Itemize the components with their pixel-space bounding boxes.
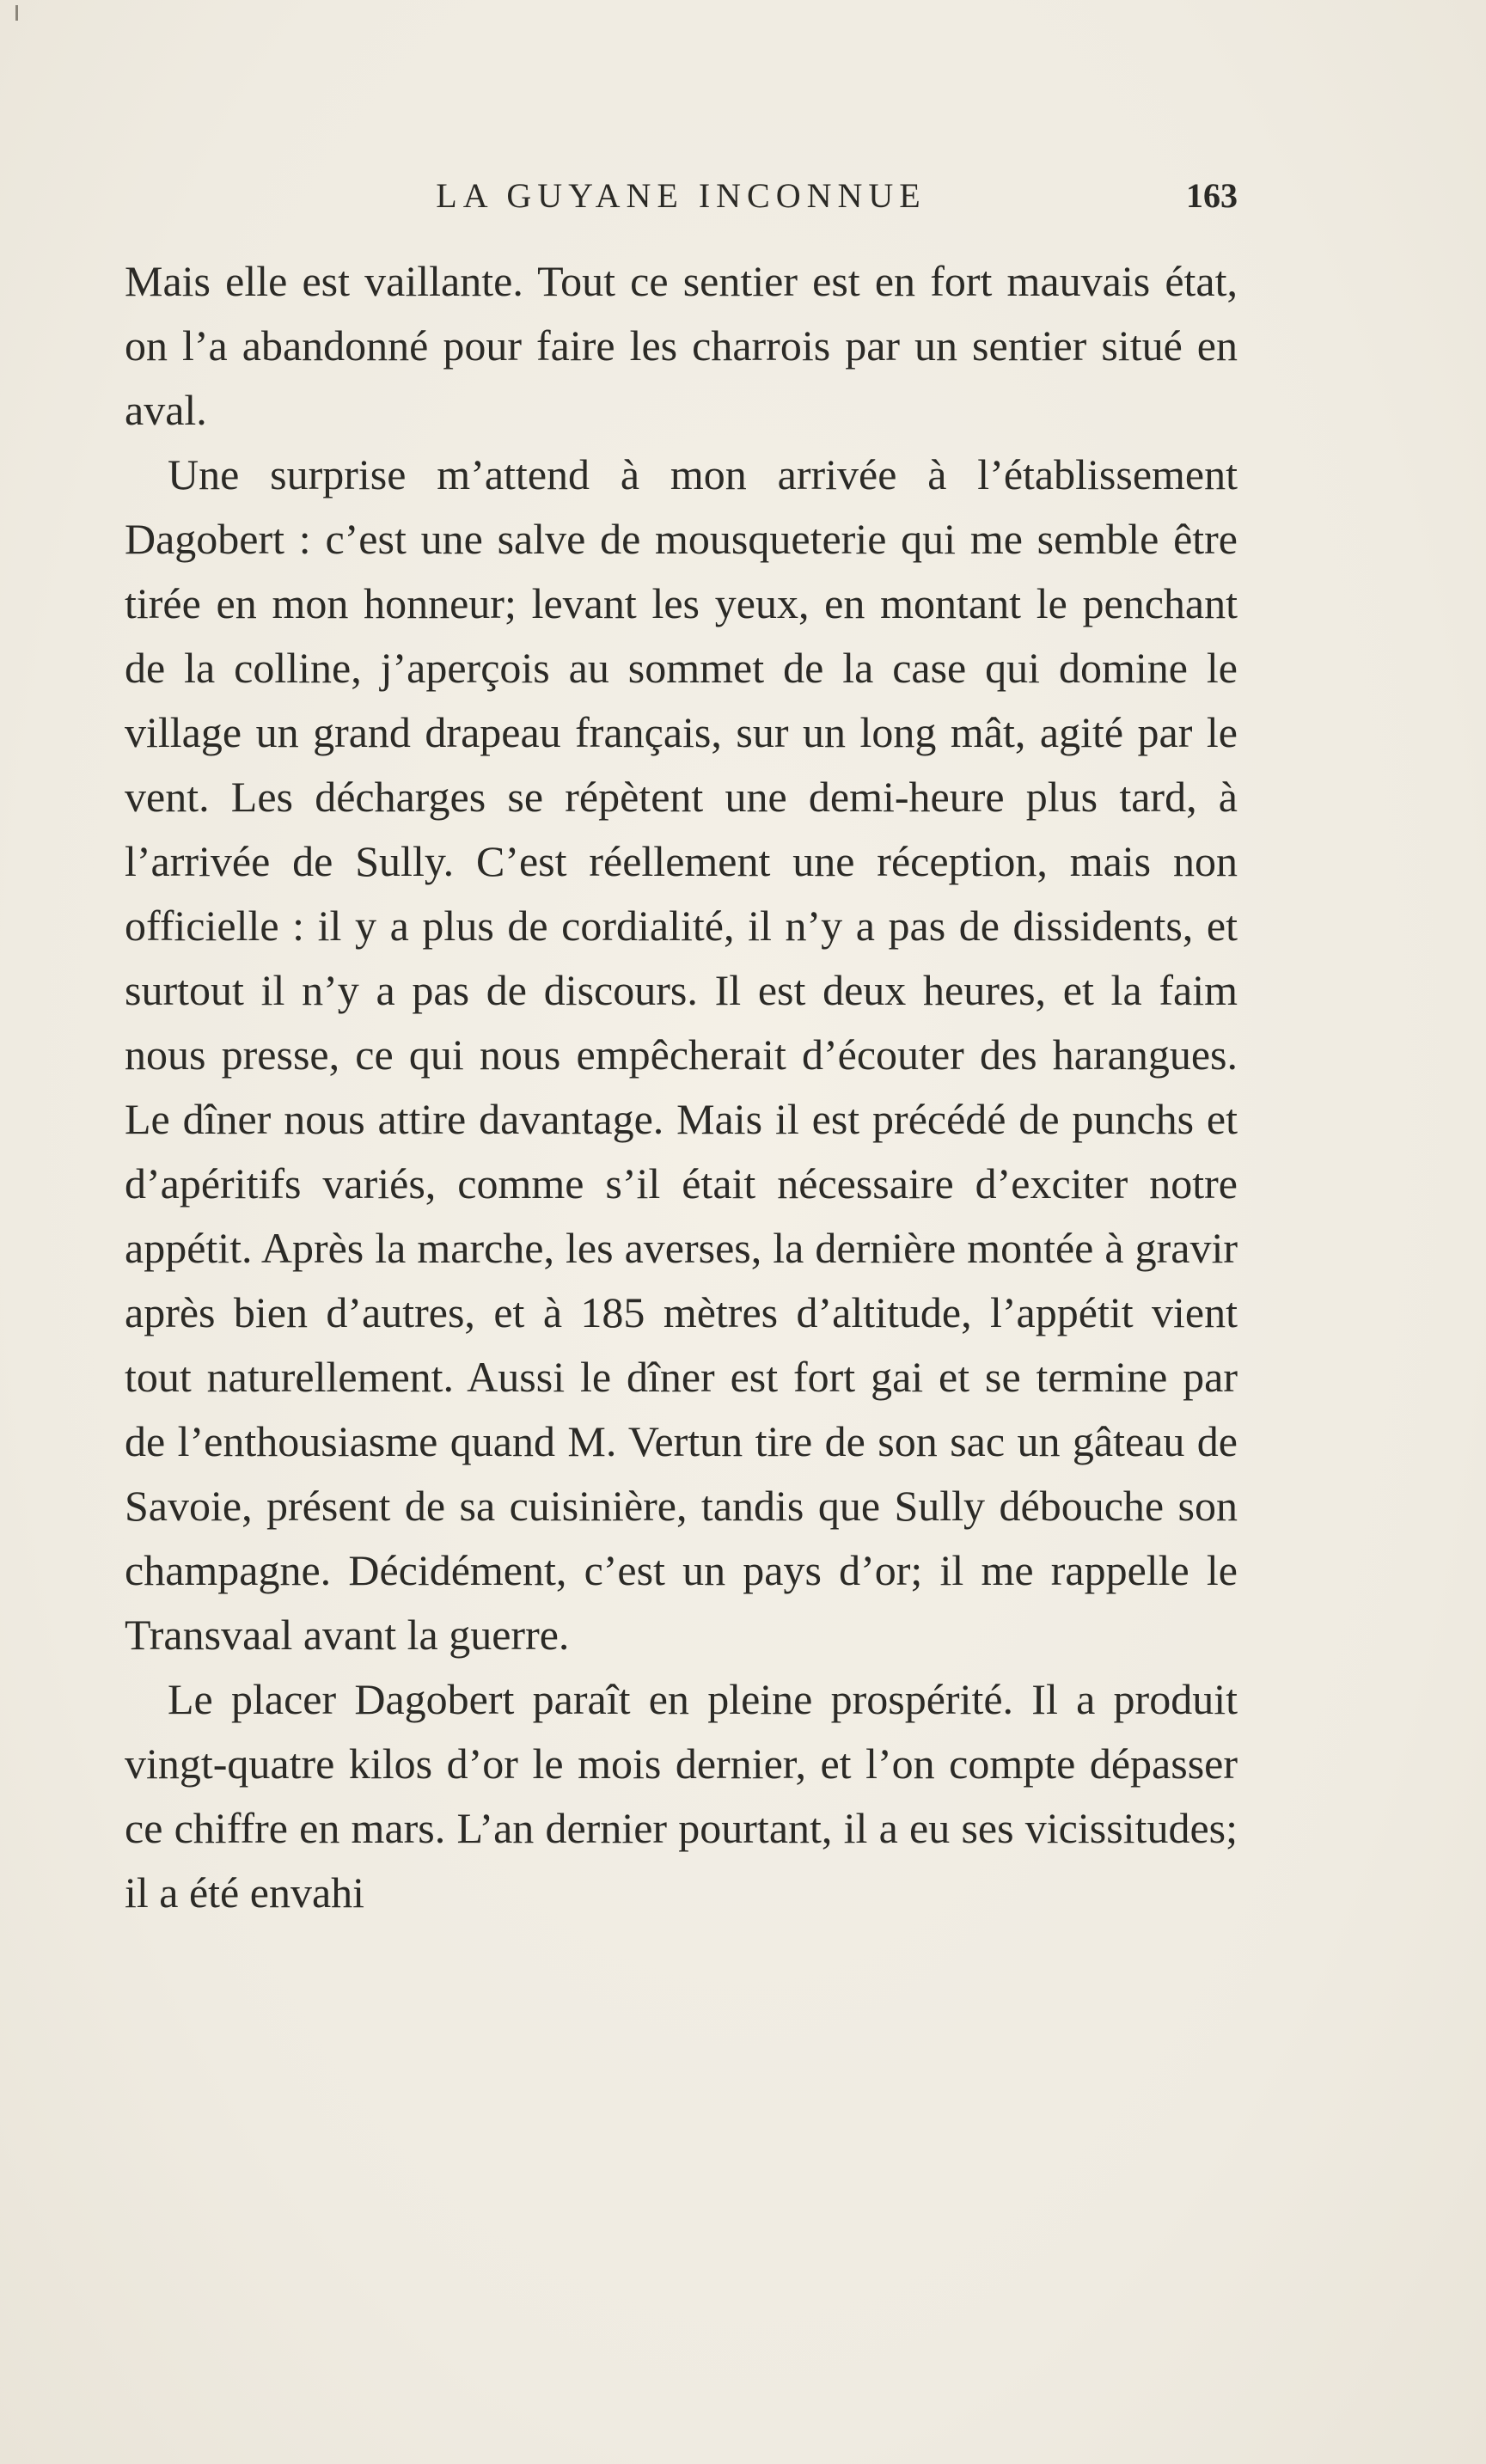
paragraph-2: Une surprise m’attend à mon arrivée à l’établissement Dagobert : c’est une salve de mousqueterie qui me semble être tirée en mon honneur; levant les yeux, en montant le penchant de la colline, j’aperçois au sommet de la case qui domine le village un grand drapeau français, sur un long mât, agité par le vent. Les décharges se répètent une demi-heure plus tard, à l’arrivée de Sully. C’est réellement une réception, mais non officielle : il y a plus de cordialité, il n’y a pas de dissidents, et surtout il n’y a pas de discours. Il est deux heures, et la faim nous presse, ce qui nous empêcherait d’écouter des harangues. Le dîner nous attire davantage. Mais il est précédé de punchs et d’apéritifs variés, comme s’il était nécessaire d’exciter notre appétit. Après la marche, les averses, la dernière montée à gravir après bien d’autres, et à 185 mètres d’altitude, l’appétit vient tout naturellement. Aussi le dîner est fort gai et se termine par de l’enthousiasme quand M. Vertun tire de son sac un gâteau de Savoie, présent de sa cuisinière, tandis que Sully débouche son champagne. Décidément, c’est un pays d’or; il me rappelle le Transvaal avant la guerre. <box>125 450 1238 1659</box>
running-title: LA GUYANE INCONNUE <box>436 176 926 215</box>
page-edge-mark <box>15 5 18 21</box>
paragraph-3: Le placer Dagobert paraît en pleine prospérité. Il a produit vingt-quatre kilos d’or le mois dernier, et l’on compte dépasser ce chiffre en mars. L’an dernier pourtant, il a eu ses vicissitudes; il a été envahi <box>125 1675 1238 1917</box>
page-number: 163 <box>1186 176 1238 215</box>
paragraph-1: Mais elle est vaillante. Tout ce sentier est en fort mauvais état, on l’a abandonné pour faire les charrois par un sentier situé en aval. <box>125 257 1238 434</box>
page-header <box>125 170 1238 222</box>
body-text <box>125 249 1238 1925</box>
